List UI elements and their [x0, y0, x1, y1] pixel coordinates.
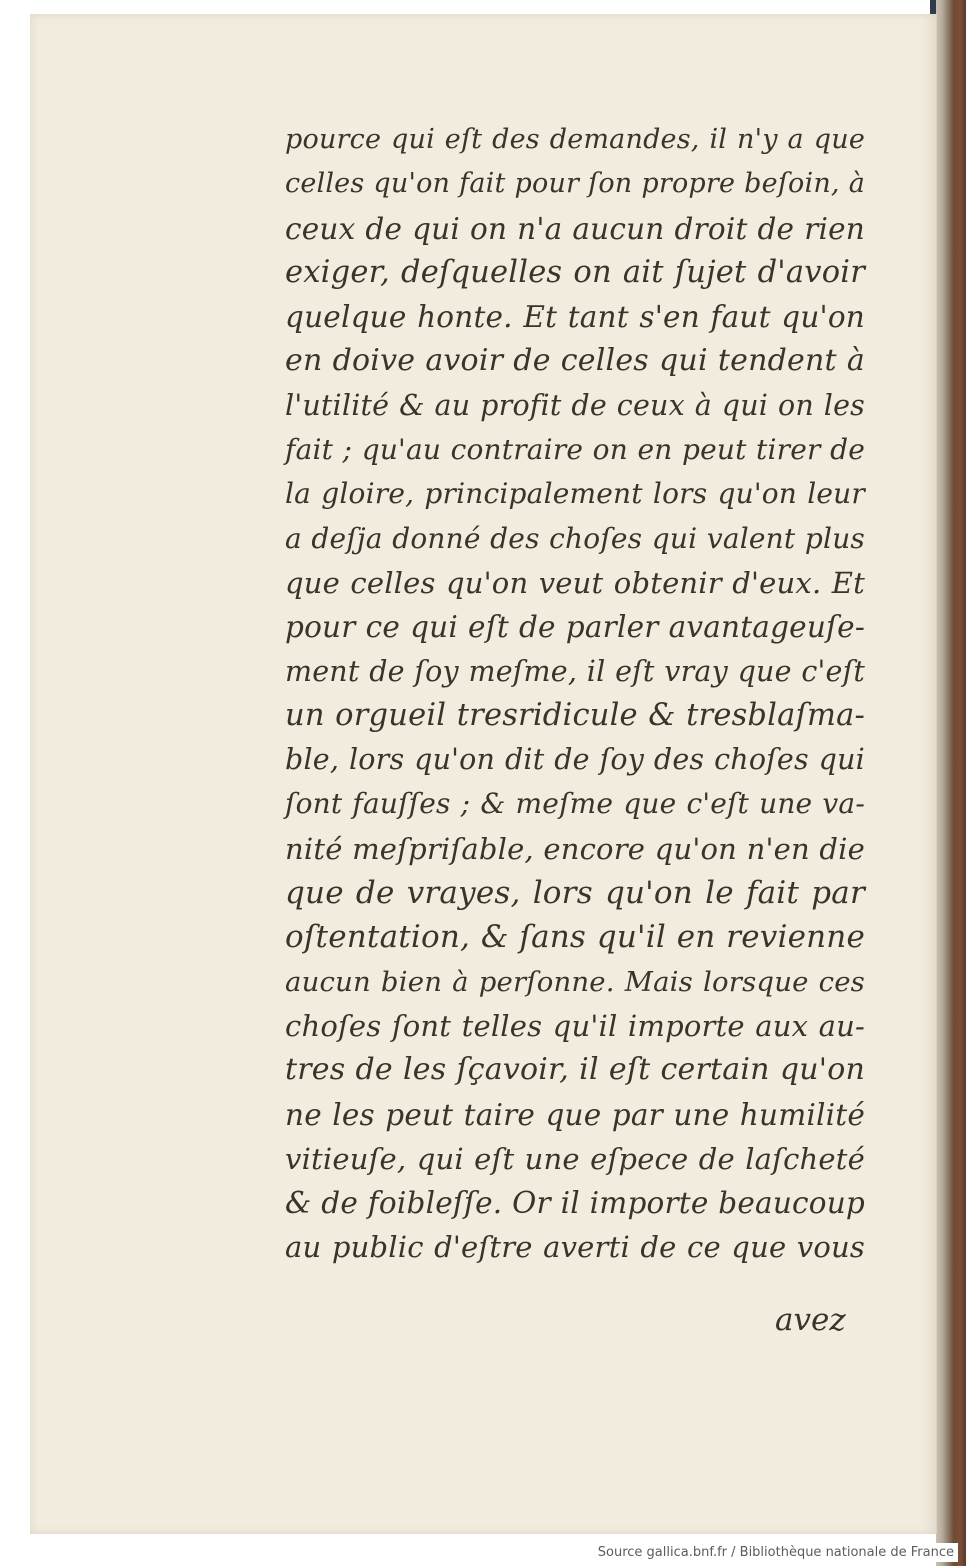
- text-line: l'utilité & au profit de ceux à qui on les: [285, 388, 865, 422]
- text-line: ment de ſoy meſme, il eſt vray que c'eſt: [285, 654, 865, 688]
- book-edge: [936, 0, 966, 1566]
- text-line: a deſja donné des choſes qui valent plus: [285, 521, 865, 555]
- text-line: que celles qu'on veut obtenir d'eux. Et: [285, 565, 865, 600]
- text-line: celles qu'on fait pour ſon propre beſoin, à: [285, 168, 865, 200]
- text-line: quelque honte. Et tant s'en faut qu'on: [285, 300, 865, 335]
- text-line: ceux de qui on n'a aucun droit de rien: [285, 211, 865, 246]
- text-line: ne les peut taire que par une humilité: [285, 1097, 865, 1132]
- text-line: & de foibleſſe. Or il importe beaucoup: [285, 1186, 865, 1221]
- text-line: fait ; qu'au contraire on en peut tirer de: [285, 433, 865, 467]
- source-credit: Source gallica.bnf.fr / Bibliothèque nationale de France: [594, 1543, 958, 1562]
- text-line: que de vrayes, lors qu'on le fait par: [285, 875, 865, 912]
- text-line: tres de les ſçavoir, il eſt certain qu'on: [285, 1052, 865, 1088]
- text-line: oſtentation, & ſans qu'il en revienne: [285, 919, 865, 956]
- text-line: au public d'eſtre averti de ce que vous: [285, 1230, 865, 1265]
- text-line: pour ce qui eſt de parler avantageuſe-: [285, 610, 865, 645]
- page-text: [285, 118, 865, 1270]
- text-line: en doive avoir de celles qui tendent à: [285, 343, 865, 379]
- text-line: aucun bien à perſonne. Mais lorsque ces: [285, 965, 865, 998]
- catchword: avez: [775, 1302, 846, 1338]
- text-line: pource qui eſt des demandes, il n'y a que: [285, 124, 865, 155]
- text-line: un orgueil tresridicule & tresblaſma-: [285, 697, 865, 733]
- text-line: ble, lors qu'on dit de ſoy des choſes qui: [285, 743, 865, 777]
- text-line: la gloire, principalement lors qu'on leur: [285, 477, 865, 511]
- text-line: ſont fauſſes ; & meſme que c'eſt une va-: [285, 787, 865, 821]
- text-line: nité meſpriſable, encore qu'on n'en die: [285, 831, 865, 866]
- text-line: vitieuſe, qui eſt une eſpece de laſcheté: [285, 1141, 865, 1176]
- text-line: choſes ſont telles qu'il importe aux au-: [285, 1008, 865, 1043]
- text-line: exiger, deſquelles on ait ſujet d'avoir: [285, 254, 865, 290]
